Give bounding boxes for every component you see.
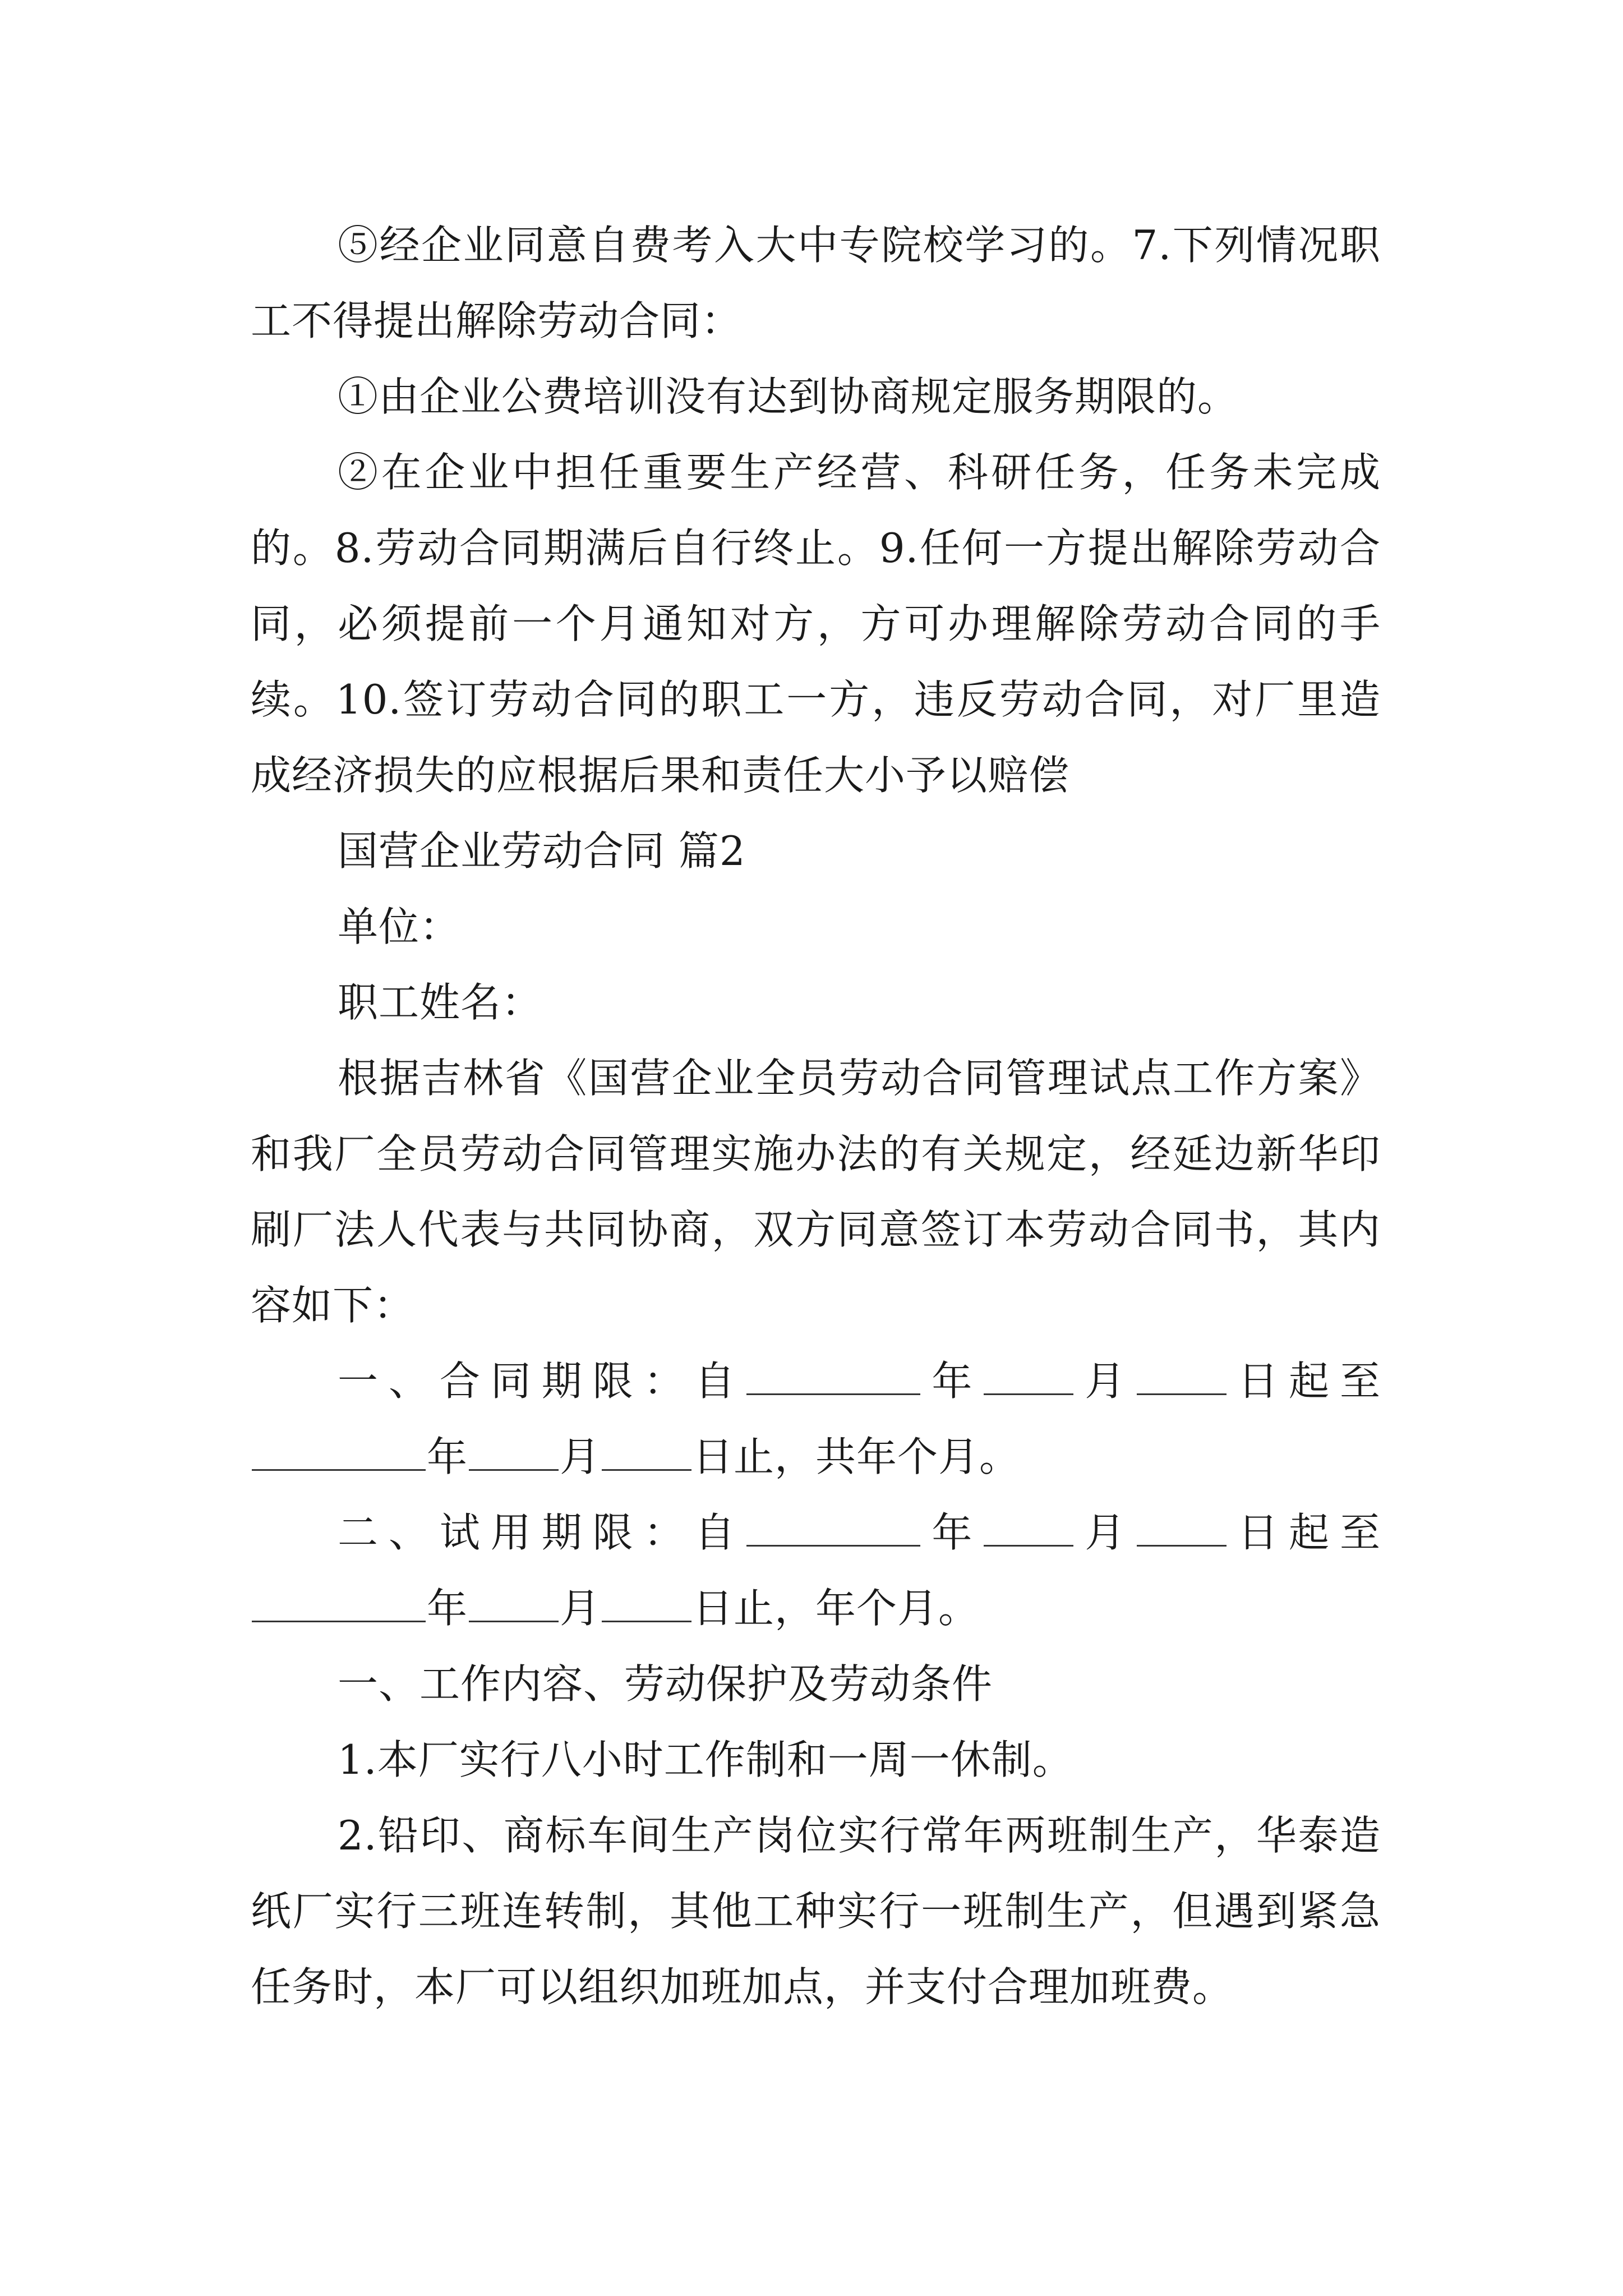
probation-term-line	[251, 1495, 1381, 1646]
probation-end-year-blank	[252, 1580, 426, 1622]
probation-month-unit: 月	[1075, 1509, 1136, 1556]
paragraph-clause-5: ⑤经企业同意自费考入大中专院校学习的。7.下列情况职工不得提出解除劳动合同：	[251, 222, 1381, 344]
probation-start-month-blank	[984, 1504, 1073, 1547]
contract-year-unit: 年	[921, 1358, 983, 1405]
probation-start-year-blank	[746, 1504, 920, 1547]
contract-day-from: 日起至	[1228, 1358, 1381, 1405]
contract-end-month-blank	[469, 1429, 559, 1471]
probation-term-label: 二、试用期限：自	[338, 1509, 746, 1556]
preamble-paragraph: 根据吉林省《国营企业全员劳动合同管理试点工作方案》和我厂全员劳动合同管理实施办法的有关规定，经延边新华印刷厂法人代表与共同协商，双方同意签订本劳动合同书，其内容如下：	[251, 1055, 1381, 1329]
contract-title: 国营企业劳动合同 篇2	[338, 827, 746, 875]
section-heading: 一、工作内容、劳动保护及劳动条件	[338, 1660, 993, 1708]
probation-month2-unit: 月	[560, 1585, 601, 1632]
paragraph-item-1: ①由企业公费培训没有达到协商规定服务期限的。	[338, 373, 1239, 420]
probation-year-unit: 年	[921, 1509, 983, 1556]
employee-name-field-label: 职工姓名：	[338, 979, 543, 1026]
list-item: 1.本厂实行八小时工作制和一周一休制。	[338, 1736, 1073, 1783]
probation-day-to: 日止，年个月。	[693, 1585, 980, 1632]
probation-end-day-blank	[602, 1580, 691, 1622]
contract-start-month-blank	[984, 1353, 1073, 1395]
contract-term-line	[251, 1343, 1381, 1495]
contract-year2-unit: 年	[427, 1433, 468, 1480]
list-item: 2.铅印、商标车间生产岗位实行常年两班制生产，华泰造纸厂实行三班连转制，其他工种实行一班制生产，但遇到紧急任务时，本厂可以组织加班加点，并支付合理加班费。	[251, 1812, 1381, 2010]
document-body	[251, 208, 1381, 2025]
unit-field-label: 单位：	[338, 903, 461, 950]
paragraph-item-2: ②在企业中担任重要生产经营、科研任务，任务未完成的。8.劳动合同期满后自行终止。9.任何一方提出解除劳动合同，必须提前一个月通知对方，方可办理解除劳动合同的手续。10.签订劳动合同的职工一方，违反劳动合同，对厂里造成经济损失的应根据后果和责任大小予以赔偿	[251, 449, 1381, 799]
contract-end-day-blank	[602, 1429, 691, 1471]
contract-month-unit: 月	[1075, 1358, 1136, 1405]
contract-start-day-blank	[1137, 1353, 1227, 1395]
contract-term-label: 一、合同期限：自	[338, 1358, 746, 1405]
probation-day-from: 日起至	[1228, 1509, 1381, 1556]
contract-day-to: 日止，共年个月。	[693, 1433, 1021, 1480]
contract-end-year-blank	[252, 1429, 426, 1471]
contract-month2-unit: 月	[560, 1433, 601, 1480]
probation-year2-unit: 年	[427, 1585, 468, 1632]
probation-end-month-blank	[469, 1580, 559, 1622]
probation-start-day-blank	[1137, 1504, 1227, 1547]
contract-start-year-blank	[746, 1353, 920, 1395]
